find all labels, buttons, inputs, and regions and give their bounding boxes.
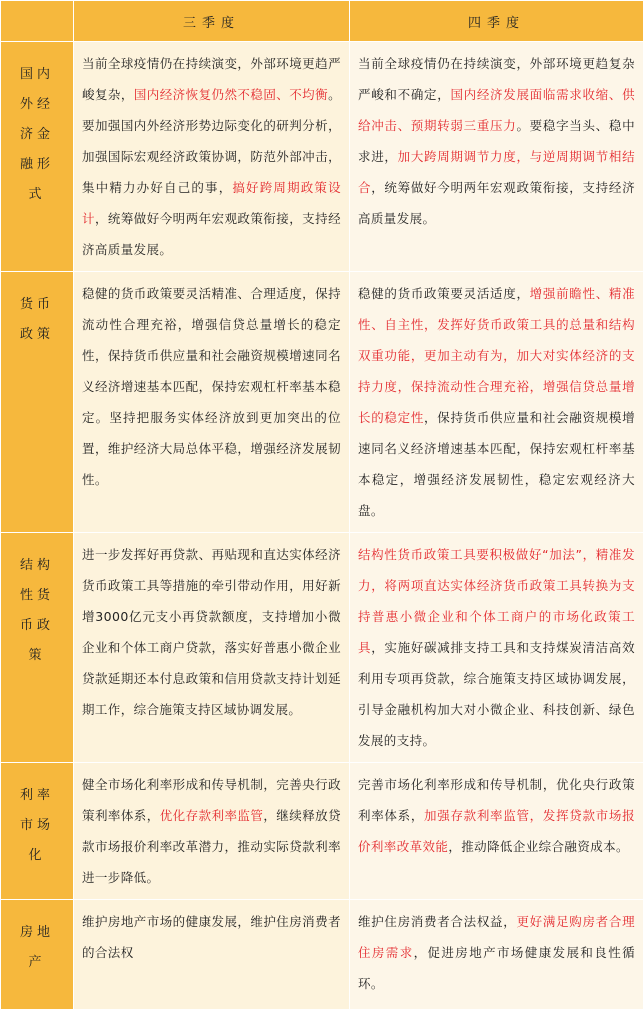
text-segment: ，保持货币供应量和社会融资规模增速同名义经济增速基本匹配，保持宏观杠杆率基本稳定，增强经济发展韧性，稳定宏观经济大盘。 xyxy=(358,410,635,518)
text-segment: ，统筹做好今明两年宏观政策衔接，支持经济高质量发展。 xyxy=(358,180,635,226)
text-segment: ，继续释放贷款市场报价利率改革潜力，推动实际贷款利率进一步降低。 xyxy=(82,808,341,885)
header-q3: 三季度 xyxy=(74,1,350,42)
table-row xyxy=(1,272,643,533)
table-row xyxy=(1,763,643,900)
cell-q4 xyxy=(350,272,643,533)
highlighted-text: 结构性货币政策工具要积极做好“加法”，精准发力，将两项直达实体经济货币政策工具转换为支持普惠小微企业和个体工商户的市场化政策工具 xyxy=(358,547,635,655)
text-segment: 稳健的货币政策要灵活适度， xyxy=(358,286,530,301)
highlighted-text: 增强前瞻性、精准性、自主性，发挥好货币政策工具的总量和结构双重功能，更加主动有为，加大对实体经济的支持力度，保持流动性合理充裕，增强信贷总量增长的稳定性 xyxy=(358,286,635,425)
cell-q3 xyxy=(74,533,350,763)
text-segment: ，促进房地产市场健康发展和良性循环。 xyxy=(358,945,635,991)
row-category: 利率市场化 xyxy=(1,763,74,900)
highlighted-text: 国内经济发展面临需求收缩、供给冲击、预期转弱三重压力 xyxy=(358,87,635,133)
cell-q3 xyxy=(74,763,350,900)
cell-q4 xyxy=(350,763,643,900)
text-segment: 完善市场化利率形成和传导机制，优化央行政策利率体系， xyxy=(358,777,635,823)
text-segment: 健全市场化利率形成和传导机制，完善央行政策利率体系， xyxy=(82,777,341,823)
highlighted-text: 加大跨周期调节力度，与逆周期调节相结合 xyxy=(358,149,635,195)
cell-q3 xyxy=(74,900,350,1010)
text-segment: 。要稳字当头、稳中求进， xyxy=(358,118,635,164)
text-segment: 当前全球疫情仍在持续演变，外部环境更趋复杂严峻和不确定， xyxy=(358,56,635,102)
text-segment: ，推动降低企业综合融资成本。 xyxy=(448,839,629,854)
text-segment: 维护房地产市场的健康发展，维护住房消费者的合法权 xyxy=(82,914,341,960)
text-segment: ，实施好碳减排支持工具和支持煤炭清洁高效利用专项再贷款，综合施策支持区域协调发展，引导金融机构加大对小微企业、科技创新、绿色发展的支持。 xyxy=(358,640,635,748)
highlighted-text: 更好满足购房者合理住房需求 xyxy=(358,914,635,960)
highlighted-text: 优化存款利率监管 xyxy=(160,808,264,823)
table-row xyxy=(1,42,643,272)
cell-q4 xyxy=(350,533,643,763)
row-category: 房地产 xyxy=(1,900,74,1010)
row-category: 货币政策 xyxy=(1,272,74,533)
row-category: 国内外经济金融形式 xyxy=(1,42,74,272)
text-segment: 稳健的货币政策要灵活精准、合理适度，保持流动性合理充裕，增强信贷总量增长的稳定性，保持货币供应量和社会融资规模增速同名义经济增速基本匹配，保持宏观杠杆率基本稳定。坚持把服务实体经济放到更加突出的位置，维护经济大局总体平稳，增强经济发展韧性。 xyxy=(82,286,341,487)
highlighted-text: 搞好跨周期政策设计 xyxy=(82,180,341,226)
cell-q3 xyxy=(74,42,350,272)
text-segment: 维护住房消费者合法权益， xyxy=(358,914,516,929)
header-q4: 四季度 xyxy=(350,1,643,42)
row-category: 结构性货币政策 xyxy=(1,533,74,763)
header-corner xyxy=(1,1,74,42)
text-segment: 当前全球疫情仍在持续演变，外部环境更趋严峻复杂， xyxy=(82,56,341,102)
table-row xyxy=(1,533,643,763)
text-segment: 。要加强国内外经济形势边际变化的研判分析，加强国际宏观经济政策协调，防范外部冲击，集中精力办好自己的事， xyxy=(82,87,341,195)
table-row xyxy=(1,900,643,1010)
cell-q4 xyxy=(350,42,643,272)
text-segment: ，统筹做好今明两年宏观政策衔接，支持经济高质量发展。 xyxy=(82,211,341,257)
highlighted-text: 国内经济恢复仍然不稳固、不均衡 xyxy=(134,87,328,102)
header-row xyxy=(1,1,643,42)
text-segment: 进一步发挥好再贷款、再贴现和直达实体经济货币政策工具等措施的牵引带动作用，用好新增3000亿元支小再贷款额度，支持增加小微企业和个体工商户贷款，落实好普惠小微企业贷款延期还本付息政策和信用贷款支持计划延期工作，综合施策支持区域协调发展。 xyxy=(82,547,341,717)
cell-q4 xyxy=(350,900,643,1010)
cell-q3 xyxy=(74,272,350,533)
highlighted-text: 加强存款利率监管，发挥贷款市场报价利率改革效能 xyxy=(358,808,635,854)
